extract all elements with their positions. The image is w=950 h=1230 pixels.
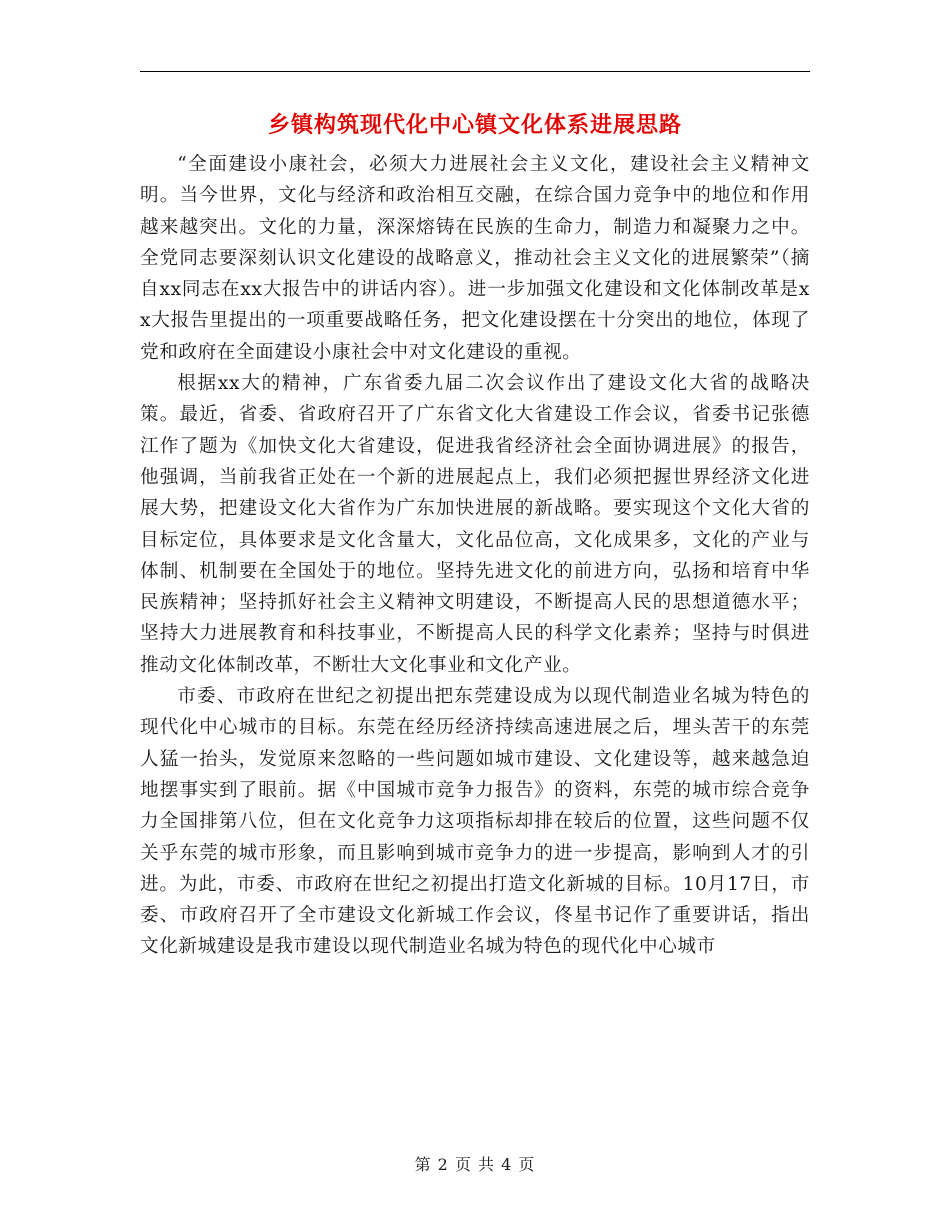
document-title: 乡镇构筑现代化中心镇文化体系进展思路 bbox=[267, 112, 682, 138]
page-number: 第 2 页 共 4 页 bbox=[414, 1155, 536, 1174]
document-body bbox=[140, 149, 810, 963]
paragraph-2: 根据xx大的精神，广东省委九届二次会议作出了建设文化大省的战略决策。最近，省委、省政府召开了广东省文化大省建设工作会议，省委书记张德江作了题为《加快文化大省建设，促进我省经济社会全面协调进展》的报告，他强调，当前我省正处在一个新的进展起点上，我们必须把握世界经济文化进展大势，把建设文化大省作为广东加快进展的新战略。要实现这个文化大省的目标定位，具体要求是文化含量大，文化品位高，文化成果多，文化的产业与体制、机制要在全国处于的地位。坚持先进文化的前进方向，弘扬和培育中华民族精神；坚持抓好社会主义精神文明建设，不断提高人民的思想道德水平；坚持大力进展教育和科技事业，不断提高人民的科学文化素养；坚持与时俱进推动文化体制改革，不断壮大文化事业和文化产业。 bbox=[140, 373, 810, 676]
paragraph-3: 市委、市政府在世纪之初提出把东莞建设成为以现代制造业名城为特色的现代化中心城市的目标。东莞在经历经济持续高速进展之后，埋头苦干的东莞人猛一抬头，发觉原来忽略的一些问题如城市建设、文化建设等，越来越急迫地摆事实到了眼前。据《中国城市竞争力报告》的资料，东莞的城市综合竞争力全国排第八位，但在文化竞争力这项指标却排在较后的位置，这些问题不仅关乎东莞的城市形象，而且影响到城市竞争力的进一步提高，影响到人才的引进。为此，市委、市政府在世纪之初提出打造文化新城的目标。10月17日，市委、市政府召开了全市建设文化新城工作会议，佟星书记作了重要讲话，指出文化新城建设是我市建设以现代制造业名城为特色的现代化中心城市 bbox=[140, 686, 810, 958]
header-rule bbox=[140, 71, 810, 72]
paragraph-1: “全面建设小康社会，必须大力进展社会主义文化，建设社会主义精神文明。当今世界，文化与经济和政治相互交融，在综合国力竞争中的地位和作用越来越突出。文化的力量，深深熔铸在民族的生命力，制造力和凝聚力之中。全党同志要深刻认识文化建设的战略意义，推动社会主义文化的进展繁荣”（摘自xx同志在xx大报告中的讲话内容）。进一步加强文化建设和文化体制改革是xx大报告里提出的一项重要战略任务，把文化建设摆在十分突出的地位，体现了党和政府在全面建设小康社会中对文化建设的重视。 bbox=[140, 154, 810, 363]
